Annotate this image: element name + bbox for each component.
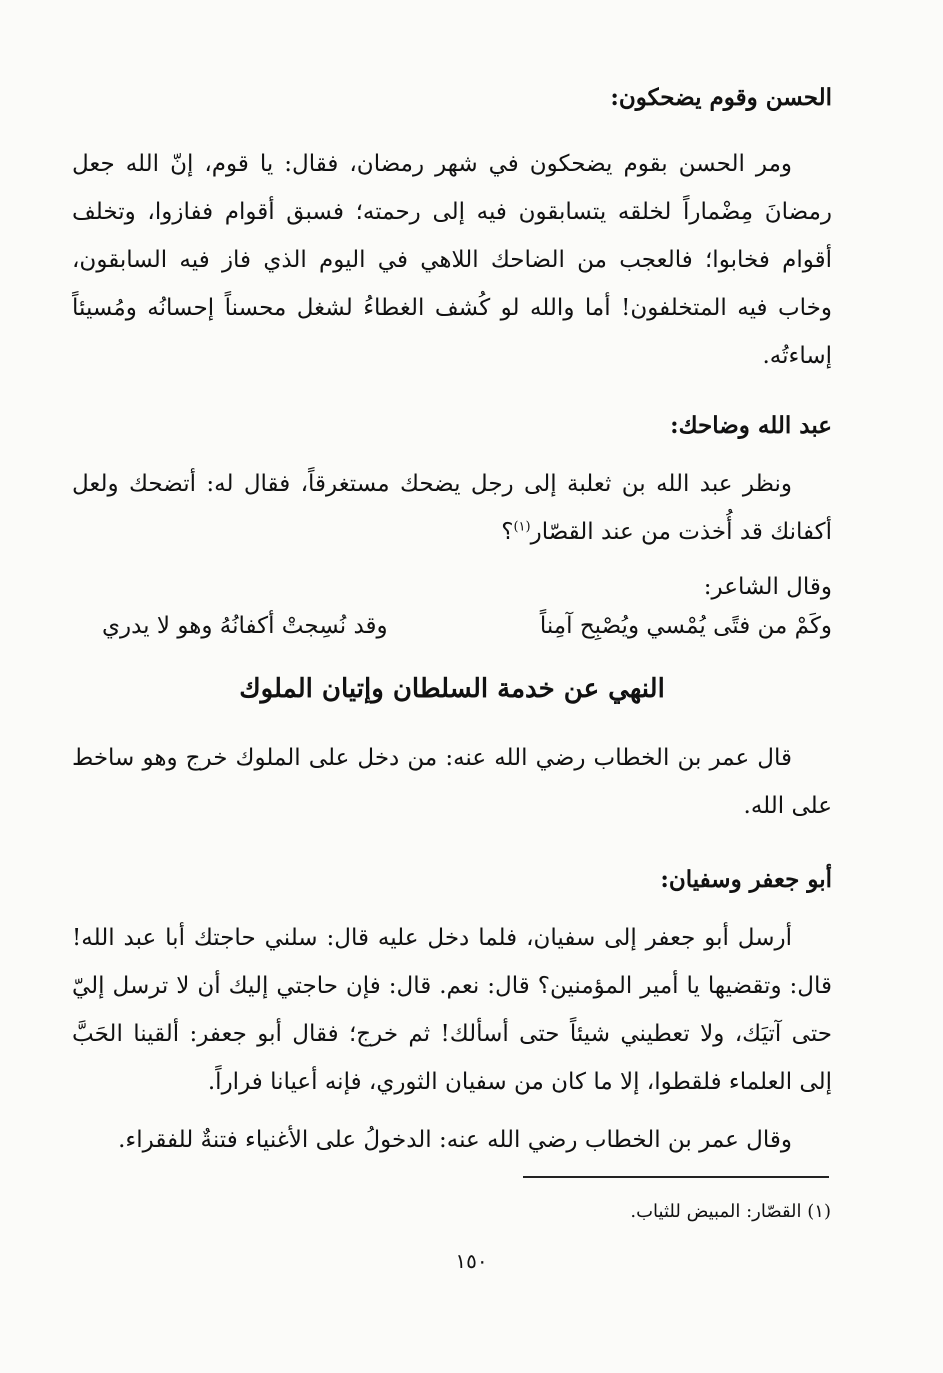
section-heading-abdullah: عبد الله وضاحك: <box>670 412 832 439</box>
verse-second-hemistich: وقد نُسِجتْ أكفانُهُ وهو لا يدري <box>102 613 388 639</box>
paragraph-umar-kings: قال عمر بن الخطاب رضي الله عنه: من دخل على الملوك خرج وهو ساخط على الله. <box>72 745 832 819</box>
footnote-divider <box>523 1176 829 1178</box>
paragraph-umar-rich: وقال عمر بن الخطاب رضي الله عنه: الدخولُ على الأغنياء فتنةٌ للفقراء. <box>118 1127 792 1153</box>
poem-verse <box>72 604 832 648</box>
section-heading-abu-jafar: أبو جعفر وسفيان: <box>660 866 832 893</box>
poet-intro: وقال الشاعر: <box>703 574 832 600</box>
paragraph-abdullah-end: ؟ <box>501 519 514 545</box>
chapter-title: النهي عن خدمة السلطان وإتيان الملوك <box>239 674 665 704</box>
paragraph-abu-jafar: أرسل أبو جعفر إلى سفيان، فلما دخل عليه قال: سلني حاجتك أبا عبد الله! قال: وتقضيها يا أمير المؤمنين؟ قال: نعم. قال: فإن حاجتي إليك أن لا ترسل إليّ حتى آتيَك، ولا تعطيني شيئاً حتى أسألك! ثم خرج؛ فقال أبو جعفر: ألقينا الحَبَّ إلى العلماء فلقطوا، إلا ما كان من سفيان الثوري، فإنه أعيانا فراراً. <box>72 925 832 1095</box>
page-body <box>72 78 832 1164</box>
paragraph-abdullah <box>72 460 832 556</box>
footnote-text: (١) القصّار: المبيض للثياب. <box>630 1201 831 1222</box>
paragraph-abdullah-text: ونظر عبد الله بن ثعلبة إلى رجل يضحك مستغرقاً، فقال له: أتضحك ولعل أكفانك قد أُخذت من عند القصّار <box>72 471 832 545</box>
verse-first-hemistich: وكَمْ من فتًى يُمْسي ويُصْبِح آمِناً <box>539 613 832 639</box>
page-number: ١٥٠ <box>455 1249 488 1273</box>
footnote-marker: (١) <box>513 519 531 535</box>
section-heading-hasan: الحسن وقوم يضحكون: <box>610 84 832 111</box>
paragraph-hasan: ومر الحسن بقوم يضحكون في شهر رمضان، فقال: يا قوم، إنّ الله جعل رمضانَ مِضْماراً لخلقه يتسابقون فيه إلى رحمته؛ فسبق أقوام ففازوا، وتخلف أقوام فخابوا؛ فالعجب من الضاحك اللاهي في اليوم الذي فاز فيه السابقون، وخاب فيه المتخلفون! أما والله لو كُشف الغطاءُ لشغل محسناً إحسانُه ومُسيئاً إساءتُه. <box>72 151 832 369</box>
